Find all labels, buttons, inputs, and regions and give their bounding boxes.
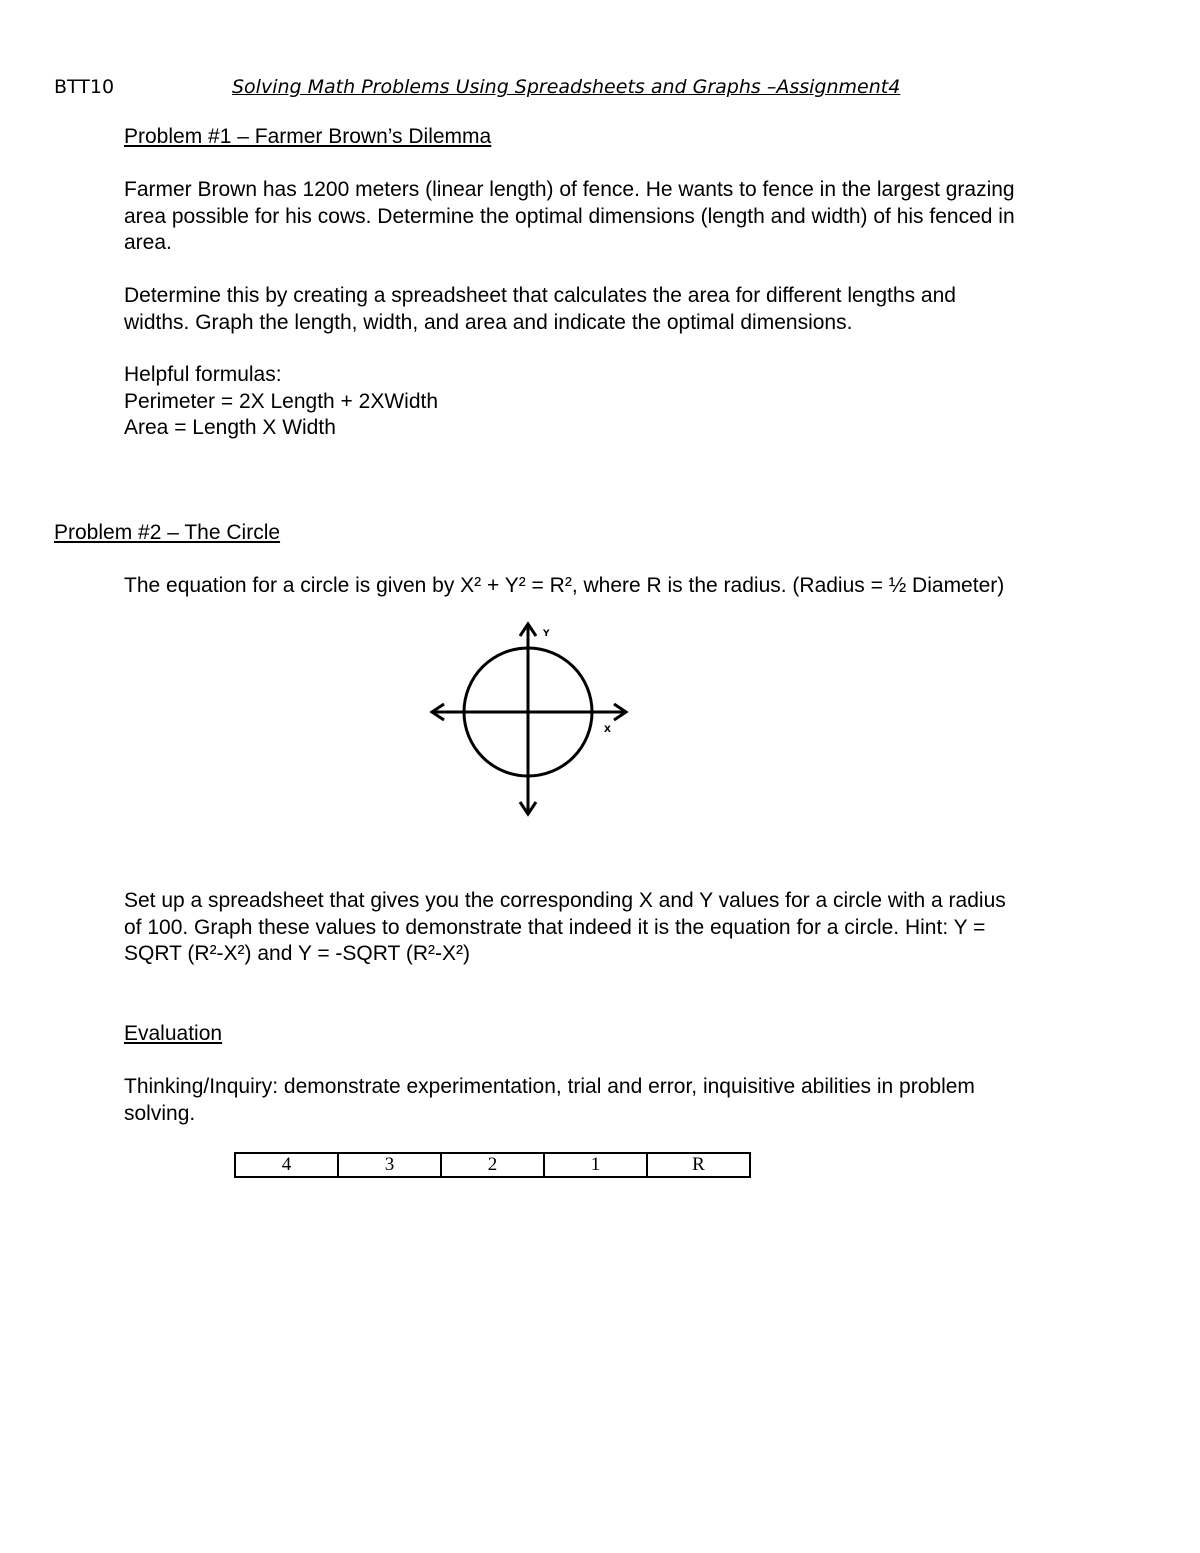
text-line: area.: [124, 231, 172, 254]
text-line: Determine this by creating a spreadsheet that calculates the area for different lengths and: [124, 284, 956, 307]
text-line: The equation for a circle is given by X² + Y² = R², where R is the radius. (Radius = ½ Diameter): [124, 574, 1005, 597]
document-title: Solving Math Problems Using Spreadsheets and Graphs –Assignment4: [232, 76, 901, 98]
table-row: [235, 1153, 750, 1177]
rating-cell: 3: [338, 1153, 441, 1177]
formulas-label: Helpful formulas:: [124, 363, 282, 386]
problem1-heading: Problem #1 – Farmer Brown’s Dilemma: [124, 125, 492, 148]
text-line: solving.: [124, 1101, 196, 1125]
circle-task: [124, 888, 1154, 968]
y-axis-label: Y: [543, 629, 550, 639]
text-line: SQRT (R²-X²) and Y = -SQRT (R²-X²): [124, 942, 470, 965]
rating-cell: 2: [441, 1153, 544, 1177]
thinking-inquiry: [124, 1074, 1154, 1127]
course-code: BTT10: [54, 76, 115, 98]
circle-diagram: [428, 620, 633, 820]
evaluation-heading: Evaluation: [124, 1022, 223, 1045]
rating-cell: 4: [235, 1153, 338, 1177]
helpful-formulas: [124, 362, 1154, 442]
problem1-description: [124, 177, 1154, 257]
rating-cell: 1: [544, 1153, 647, 1177]
text-line: of 100. Graph these values to demonstrate that indeed it is the equation for a circle. Hint: Y =: [124, 915, 986, 939]
text-line: widths. Graph the length, width, and area and indicate the optimal dimensions.: [124, 310, 853, 334]
problem2-heading: Problem #2 – The Circle: [54, 521, 281, 544]
text-line: Thinking/Inquiry: demonstrate experimentation, trial and error, inquisitive abilities in problem: [124, 1075, 975, 1098]
circle-equation: [124, 573, 1154, 600]
text-line: Set up a spreadsheet that gives you the corresponding X and Y values for a circle with a radius: [124, 889, 1006, 912]
text-line: Farmer Brown has 1200 meters (linear length) of fence. He wants to fence in the largest grazing: [124, 178, 1015, 201]
x-axis-label: X: [604, 725, 611, 735]
text-line: area possible for his cows. Determine the optimal dimensions (length and width) of his fenced in: [124, 204, 1015, 228]
area-formula: Area = Length X Width: [124, 416, 336, 439]
rating-scale-table: [234, 1152, 751, 1178]
rating-cell: R: [647, 1153, 750, 1177]
problem1-instructions: [124, 283, 1154, 336]
perimeter-formula: Perimeter = 2X Length + 2XWidth: [124, 389, 439, 413]
